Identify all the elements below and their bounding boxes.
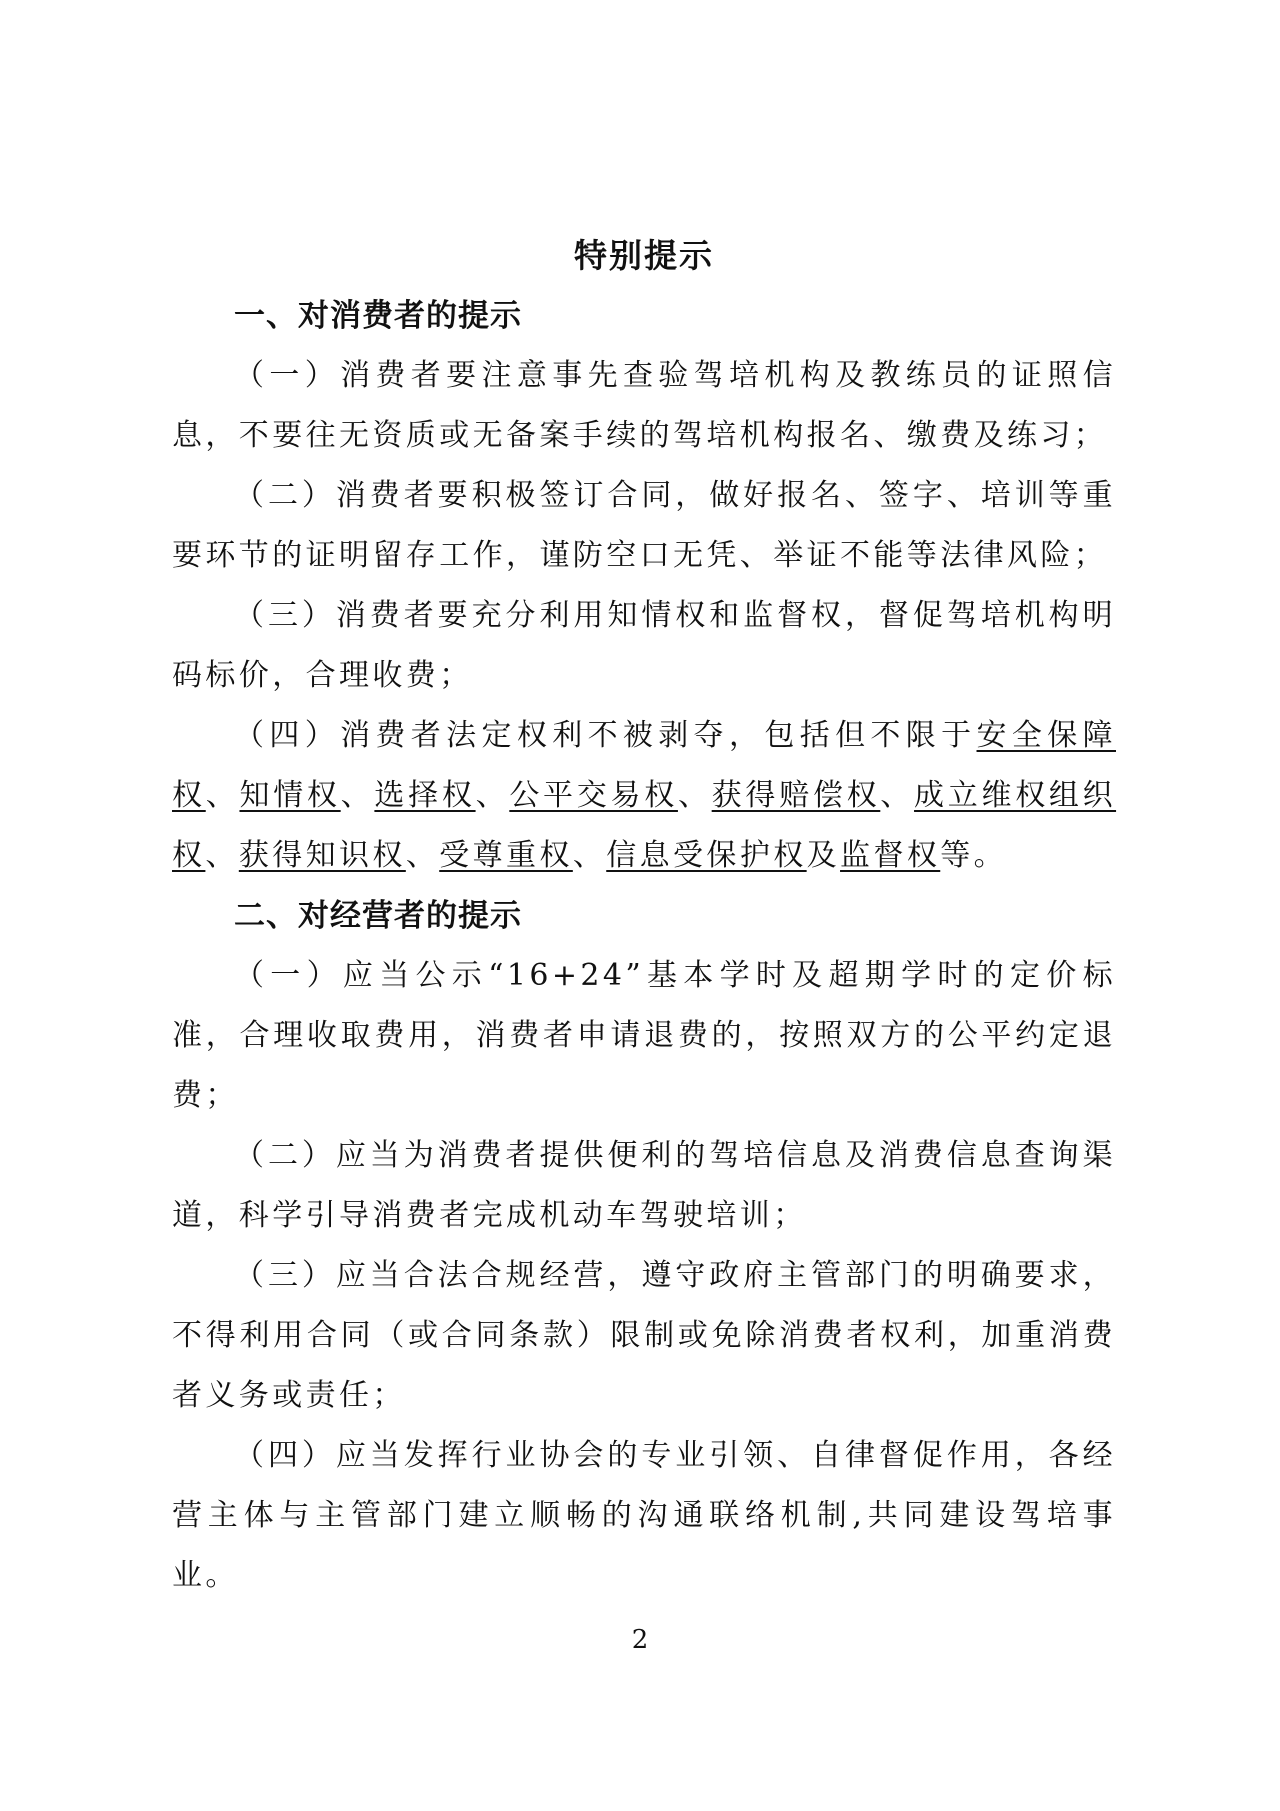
separator: 、 <box>677 778 712 813</box>
separator: 、 <box>405 838 440 873</box>
consumer-tip-1: （一）消费者要注意事先查验驾培机构及教练员的证照信息，不要往无资质或无备案手续的驾培机构报名、缴费及练习； <box>172 358 1116 453</box>
separator: 、 <box>205 778 240 813</box>
right-safety: 安全保障权 <box>172 718 1116 813</box>
consumer-tip-3: （三）消费者要充分利用知情权和监督权，督促驾培机构明码标价，合理收费； <box>172 598 1116 693</box>
right-choice: 选择权 <box>374 778 476 813</box>
right-information: 知情权 <box>239 778 341 813</box>
right-respect: 受尊重权 <box>439 838 573 873</box>
operator-tip-1: （一）应当公示“16+24”基本学时及超期学时的定价标准，合理收取费用，消费者申请退费的，按照双方的公平约定退费； <box>172 958 1116 1113</box>
consumer-tip-4 <box>172 706 1116 886</box>
consumer-tip-2: （二）消费者要积极签订合同，做好报名、签字、培训等重要环节的证明留存工作，谨防空口无凭、举证不能等法律风险； <box>172 478 1116 573</box>
document-body <box>172 226 1116 1606</box>
right-fair-trade: 公平交易权 <box>509 778 678 813</box>
right-knowledge: 获得知识权 <box>238 838 406 873</box>
separator: 、 <box>340 778 375 813</box>
right-data-protection: 信息受保护权 <box>606 838 807 873</box>
consumer-tip-4-end: 等。 <box>940 838 1008 873</box>
right-organization: 成立维权组织权 <box>172 778 1117 873</box>
separator: 、 <box>205 838 239 873</box>
right-supervision: 监督权 <box>840 838 941 873</box>
consumer-tip-4-intro: （四）消费者法定权利不被剥夺，包括但不限于 <box>234 718 977 753</box>
section-heading-consumers: 一、对消费者的提示 <box>234 298 522 334</box>
page-title: 特别提示 <box>574 236 714 275</box>
separator: 、 <box>572 838 607 873</box>
operator-tip-2: （二）应当为消费者提供便利的驾培信息及消费信息查询渠道，科学引导消费者完成机动车驾驶培训； <box>172 1138 1116 1233</box>
page-number: 2 <box>631 1625 649 1655</box>
operator-tip-3: （三）应当合法合规经营，遵守政府主管部门的明确要求，不得利用合同（或合同条款）限制或免除消费者权利，加重消费者义务或责任； <box>172 1258 1116 1413</box>
right-compensation: 获得赔偿权 <box>711 778 881 813</box>
separator: 、 <box>880 778 915 813</box>
conjunction: 及 <box>806 838 841 873</box>
section-heading-operators: 二、对经营者的提示 <box>234 898 522 934</box>
operator-tip-4: （四）应当发挥行业协会的专业引领、自律督促作用，各经营主体与主管部门建立顺畅的沟通联络机制,共同建设驾培事业。 <box>172 1438 1116 1593</box>
separator: 、 <box>475 778 510 813</box>
